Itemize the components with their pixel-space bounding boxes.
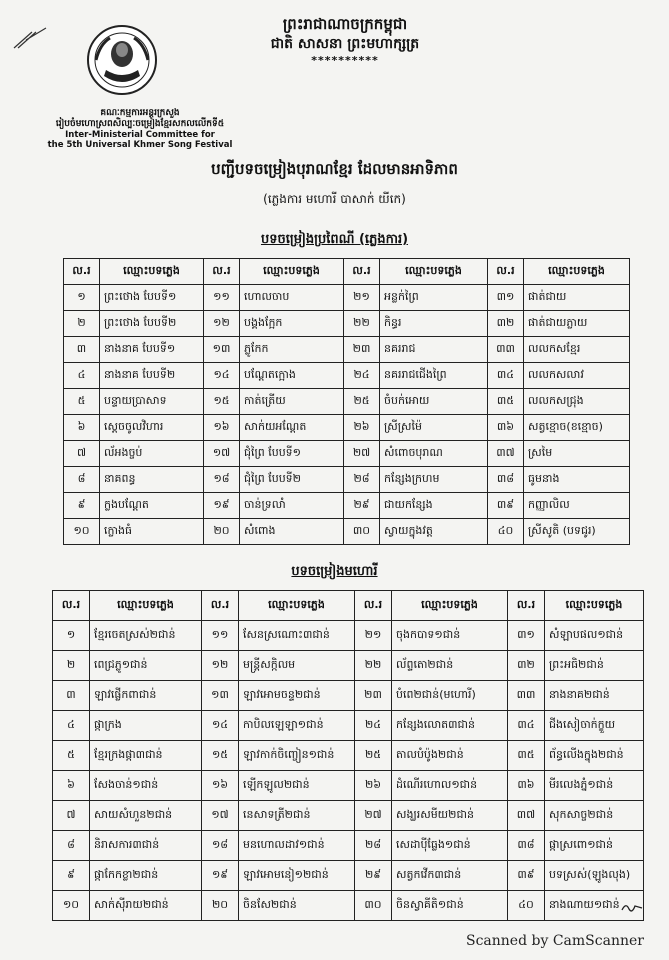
song-name: លលកសខ្មែរ [524, 337, 630, 363]
song-name: ផាត់ជាយ [524, 285, 630, 311]
song-number: ៣៨ [488, 467, 524, 493]
song-number: ២៩ [355, 861, 392, 891]
song-number: ៤ [64, 363, 100, 389]
song-name: ខ្មែរក្រងផ្កា៣ជាន់ [90, 741, 202, 771]
song-number: ៣១ [508, 621, 545, 651]
song-name: ឡាវអោមចន្ទ២ជាន់ [239, 681, 355, 711]
kingdom-motto: ជាតិ សាសនា ព្រះមហាក្សត្រ [270, 36, 420, 52]
song-name: នាគពន្ធ [100, 467, 204, 493]
song-number: ៣៥ [508, 741, 545, 771]
song-name: សុកសាច្ច២ជាន់ [545, 801, 644, 831]
song-name: អន្លក់ព្រៃ [380, 285, 488, 311]
song-name: ផ្កាក្រង [90, 711, 202, 741]
song-number: ៥ [64, 389, 100, 415]
song-name: ធូមនាង [524, 467, 630, 493]
table-row [53, 801, 644, 831]
song-name: ហោលចាប [240, 285, 344, 311]
song-number: ២៨ [344, 467, 380, 493]
table-row [64, 285, 630, 311]
song-number: ៦ [64, 415, 100, 441]
song-number: ៤ [53, 711, 90, 741]
song-number: ៣៩ [488, 493, 524, 519]
table-row [53, 831, 644, 861]
table-row [53, 621, 644, 651]
song-name: កន្សែងលោត៣ជាន់ [392, 711, 508, 741]
committee-km-line1: គណៈកម្មការអន្តរក្រសួង [100, 108, 180, 118]
header-song-name: ឈ្មោះបទភ្លេង [240, 259, 344, 285]
song-name: ចំបក់អោយ [380, 389, 488, 415]
song-number: ២០ [204, 519, 240, 545]
song-name: តាលបំប៉ូង២ជាន់ [392, 741, 508, 771]
song-number: ១៨ [202, 831, 239, 861]
song-name: កញ្ញាលិល [524, 493, 630, 519]
song-name: លលកសជ្រុង [524, 389, 630, 415]
song-name: ឡើកឡូល២ជាន់ [239, 771, 355, 801]
song-name: ពេជ្រភ្លូ១ជាន់ [90, 651, 202, 681]
kingdom-stars: ********** [311, 54, 379, 67]
song-name: បណ្តែតក្អោង [240, 363, 344, 389]
song-number: ១៤ [202, 711, 239, 741]
committee-km-line2: រៀបចំមហោស្រពសិល្បៈចម្រៀងខ្មែរសកលលើកទី៥ [55, 119, 225, 129]
song-name: ព្រះថោង បែបទី១ [100, 285, 204, 311]
header-song-name: ឈ្មោះបទភ្លេង [545, 591, 644, 621]
header-song-name: ឈ្មោះបទភ្លេង [380, 259, 488, 285]
song-name: ផ្កាស្រពោ១ជាន់ [545, 831, 644, 861]
song-name: កាត់ត្រើយ [240, 389, 344, 415]
song-number: ៧ [64, 441, 100, 467]
song-number: ២៩ [344, 493, 380, 519]
header-number: ល.រ [202, 591, 239, 621]
song-number: ២៧ [344, 441, 380, 467]
song-name: ព្រះថោង បែបទី២ [100, 311, 204, 337]
song-name: សាក់យអណ្តែត [240, 415, 344, 441]
header-number: ល.រ [53, 591, 90, 621]
song-number: ២១ [355, 621, 392, 651]
song-number: ៣១ [488, 285, 524, 311]
song-name: លលកសលាវ [524, 363, 630, 389]
song-number: ៣៥ [488, 389, 524, 415]
song-name: សត្វខ្មោច(ខខ្មោច) [524, 415, 630, 441]
song-name: នាងនាគ បែបទី២ [100, 363, 204, 389]
song-number: ៣២ [508, 651, 545, 681]
song-number: ៣៣ [488, 337, 524, 363]
song-name: និរាសការ៣ជាន់ [90, 831, 202, 861]
song-name: សំពោង [240, 519, 344, 545]
song-name: ភ្លូកែក [240, 337, 344, 363]
song-name: ស្វាយក្នុងវត្ត [380, 519, 488, 545]
table-row [53, 651, 644, 681]
song-number: ១២ [202, 651, 239, 681]
song-name: នាងនាគ បែបទី១ [100, 337, 204, 363]
table-header-row [64, 259, 630, 285]
table-row [53, 681, 644, 711]
song-name: ស្រីសូតិ (បទជូរ) [524, 519, 630, 545]
table-row [64, 389, 630, 415]
header-number: ល.រ [64, 259, 100, 285]
song-name: ក្លោងធំ [100, 519, 204, 545]
song-table-mohori [52, 590, 644, 921]
song-number: ៣៨ [508, 831, 545, 861]
section-title-mohori: បទចម្រៀងមហោរី [291, 564, 378, 579]
song-number: ៤០ [488, 519, 524, 545]
song-number: ២២ [344, 311, 380, 337]
committee-en-line2: the 5th Universal Khmer Song Festival [47, 140, 233, 150]
song-number: ៣៤ [508, 711, 545, 741]
song-name: ចាន់ទ្រលាំ [240, 493, 344, 519]
song-name: កន្សែងក្រហម [380, 467, 488, 493]
song-number: ៣៧ [488, 441, 524, 467]
song-number: ៣០ [355, 891, 392, 921]
song-number: ១៣ [204, 337, 240, 363]
committee-en-line1: Inter-Ministerial Committee for [65, 130, 215, 140]
header-number: ល.រ [344, 259, 380, 285]
song-number: ៣៧ [508, 801, 545, 831]
table-row [53, 711, 644, 741]
song-number: ៣៣ [508, 681, 545, 711]
pen-mark-icon [12, 26, 52, 50]
song-name: ឡាវកាក់ចិញ្ចៀន១ជាន់ [239, 741, 355, 771]
song-number: ២៧ [355, 801, 392, 831]
song-number: ៣២ [488, 311, 524, 337]
song-number: ៣ [64, 337, 100, 363]
song-name: សត្វកវើក៣ជាន់ [392, 861, 508, 891]
song-number: ២៣ [344, 337, 380, 363]
song-number: ៣៦ [508, 771, 545, 801]
song-number: ២៣ [355, 681, 392, 711]
song-name: ឡាវផ្លើកពាជាន់ [90, 681, 202, 711]
song-name: ខ្មែរចេតស្រស់២ជាន់ [90, 621, 202, 651]
song-number: ៤០ [508, 891, 545, 921]
song-number: ២២ [355, 651, 392, 681]
song-number: ៣៤ [488, 363, 524, 389]
header-song-name: ឈ្មោះបទភ្លេង [100, 259, 204, 285]
song-number: ១៤ [204, 363, 240, 389]
header-song-name: ឈ្មោះបទភ្លេង [524, 259, 630, 285]
song-name: បង្គងក្អែក [240, 311, 344, 337]
table-row [53, 741, 644, 771]
song-name: ព័ន្ធលើងក្នុង២ជាន់ [545, 741, 644, 771]
song-name: ជីងសៀចាក់ក្ខួយ [545, 711, 644, 741]
song-name: នេសាទត្រី២ជាន់ [239, 801, 355, 831]
table-row [64, 493, 630, 519]
table-row [64, 337, 630, 363]
song-number: ១៦ [202, 771, 239, 801]
song-name: នគររាជជើងព្រៃ [380, 363, 488, 389]
header-number: ល.រ [508, 591, 545, 621]
song-number: ១៥ [204, 389, 240, 415]
song-name: សែងចាន់១ជាន់ [90, 771, 202, 801]
committee-emblem-icon [86, 24, 158, 96]
song-number: ១៩ [204, 493, 240, 519]
header-number: ល.រ [355, 591, 392, 621]
song-name: ក្លងបណ្តែត [100, 493, 204, 519]
song-number: ១៥ [202, 741, 239, 771]
song-number: ១៧ [204, 441, 240, 467]
song-number: ៨ [64, 467, 100, 493]
song-table-traditional [63, 258, 630, 545]
song-name: ចុងកបាទ១ជាន់ [392, 621, 508, 651]
song-number: ៥ [53, 741, 90, 771]
song-number: ២៦ [355, 771, 392, 801]
song-number: ២៤ [355, 711, 392, 741]
song-name: បទស្រស់(ឡូងលុង) [545, 861, 644, 891]
song-name: មនហោលដាវ១ជាន់ [239, 831, 355, 861]
song-number: ១៣ [202, 681, 239, 711]
song-number: ២៨ [355, 831, 392, 861]
song-name: សេដាប៉ីធ្លែង១ជាន់ [392, 831, 508, 861]
committee-block [30, 108, 250, 150]
section-title-traditional: បទចម្រៀងប្រពៃណី (ភ្លេងការ) [260, 232, 409, 247]
song-number: ១ [64, 285, 100, 311]
table-row [53, 771, 644, 801]
song-name: សាយសំហួន២ជាន់ [90, 801, 202, 831]
document-subtitle: (ភ្លេងការ មហោរី បាសាក់ យីកេ) [263, 192, 406, 206]
song-number: ១១ [202, 621, 239, 651]
song-name: សំឡាបផល១ជាន់ [545, 621, 644, 651]
scanner-watermark: Scanned by CamScanner [466, 933, 644, 949]
table-row [64, 363, 630, 389]
song-name: ល័ព្ទតោ២ជាន់ [392, 651, 508, 681]
song-number: ៣០ [344, 519, 380, 545]
song-name: ផាត់ជាយភ្លាយ [524, 311, 630, 337]
song-name: បន្ទាយប្រាសាទ [100, 389, 204, 415]
song-number: ៨ [53, 831, 90, 861]
table-row [64, 415, 630, 441]
song-name: បំពេ២ជាន់(មហោរី) [392, 681, 508, 711]
song-number: ៩ [53, 861, 90, 891]
song-name: ចិនស្វាគីតិ១ជាន់ [392, 891, 508, 921]
song-number: ២៦ [344, 415, 380, 441]
song-name: ស្រីស្រម៉ៃ [380, 415, 488, 441]
song-name: ស្តេចចូលវិហារ [100, 415, 204, 441]
song-number: ២ [53, 651, 90, 681]
header-song-name: ឈ្មោះបទភ្លេង [90, 591, 202, 621]
table-row [64, 519, 630, 545]
song-number: ១១ [204, 285, 240, 311]
song-number: ១៦ [204, 415, 240, 441]
signature-mark-icon [620, 900, 644, 914]
kingdom-header [250, 14, 440, 68]
song-number: ១០ [64, 519, 100, 545]
kingdom-title: ព្រះរាជាណាចក្រកម្ពុជា [282, 15, 408, 33]
header-song-name: ឈ្មោះបទភ្លេង [392, 591, 508, 621]
table-row [64, 311, 630, 337]
song-name: ផ្កាកែកខ្លា២ជាន់ [90, 861, 202, 891]
song-number: ២១ [344, 285, 380, 311]
song-number: ១៩ [202, 861, 239, 891]
song-number: ៦ [53, 771, 90, 801]
table-row [53, 891, 644, 921]
song-number: ៧ [53, 801, 90, 831]
song-number: ៣ [53, 681, 90, 711]
song-name: ជាយកន្សែង [380, 493, 488, 519]
song-name: ជុំព្រៃ បែបទី១ [240, 441, 344, 467]
header-number: ល.រ [204, 259, 240, 285]
header-number: ល.រ [488, 259, 524, 285]
song-number: ១២ [204, 311, 240, 337]
song-number: ២៤ [344, 363, 380, 389]
table-row [64, 467, 630, 493]
song-number: ៣៩ [508, 861, 545, 891]
song-name: នាងនាគ២ជាន់ [545, 681, 644, 711]
song-name: នគររាជ [380, 337, 488, 363]
song-name: សាក់ស៊ីរាយ២ជាន់ [90, 891, 202, 921]
song-name: កាបិលឡេឡា១ជាន់ [239, 711, 355, 741]
document-title: បញ្ជីបទចម្រៀងបុរាណខ្មែរ ដែលមានអាទិភាព [211, 160, 458, 178]
song-number: ៣៦ [488, 415, 524, 441]
song-number: ៩ [64, 493, 100, 519]
table-row [64, 441, 630, 467]
song-name: នាងណាយ១ជាន់ [545, 891, 644, 921]
song-number: ២០ [202, 891, 239, 921]
song-name: កិន្ធរ [380, 311, 488, 337]
song-name: មន្ត្រីសក្កិលម [239, 651, 355, 681]
song-name: ដំណើរហោល១ជាន់ [392, 771, 508, 801]
song-name: សែនស្រណោះ៣ជាន់ [239, 621, 355, 651]
song-name: ជុំព្រៃ បែបទី២ [240, 467, 344, 493]
header-song-name: ឈ្មោះបទភ្លេង [239, 591, 355, 621]
song-name: ចិនសែ២ជាន់ [239, 891, 355, 921]
song-name: ល័អងច្ចប់ [100, 441, 204, 467]
table-row [53, 861, 644, 891]
song-name: ព្រះអធិ២ជាន់ [545, 651, 644, 681]
song-number: ១៨ [204, 467, 240, 493]
song-name: សំពោចបុរាណ [380, 441, 488, 467]
song-name: មីរលេងភ្នំ១ជាន់ [545, 771, 644, 801]
song-number: ២៥ [355, 741, 392, 771]
song-number: ២ [64, 311, 100, 337]
song-name: សង្ឃរសមីយ២ជាន់ [392, 801, 508, 831]
song-number: ១៧ [202, 801, 239, 831]
song-name: ឡាវអោមនៀ១២ជាន់ [239, 861, 355, 891]
song-number: ១ [53, 621, 90, 651]
table-header-row [53, 591, 644, 621]
song-name: ស្រមៃ [524, 441, 630, 467]
song-number: ១០ [53, 891, 90, 921]
song-number: ២៥ [344, 389, 380, 415]
